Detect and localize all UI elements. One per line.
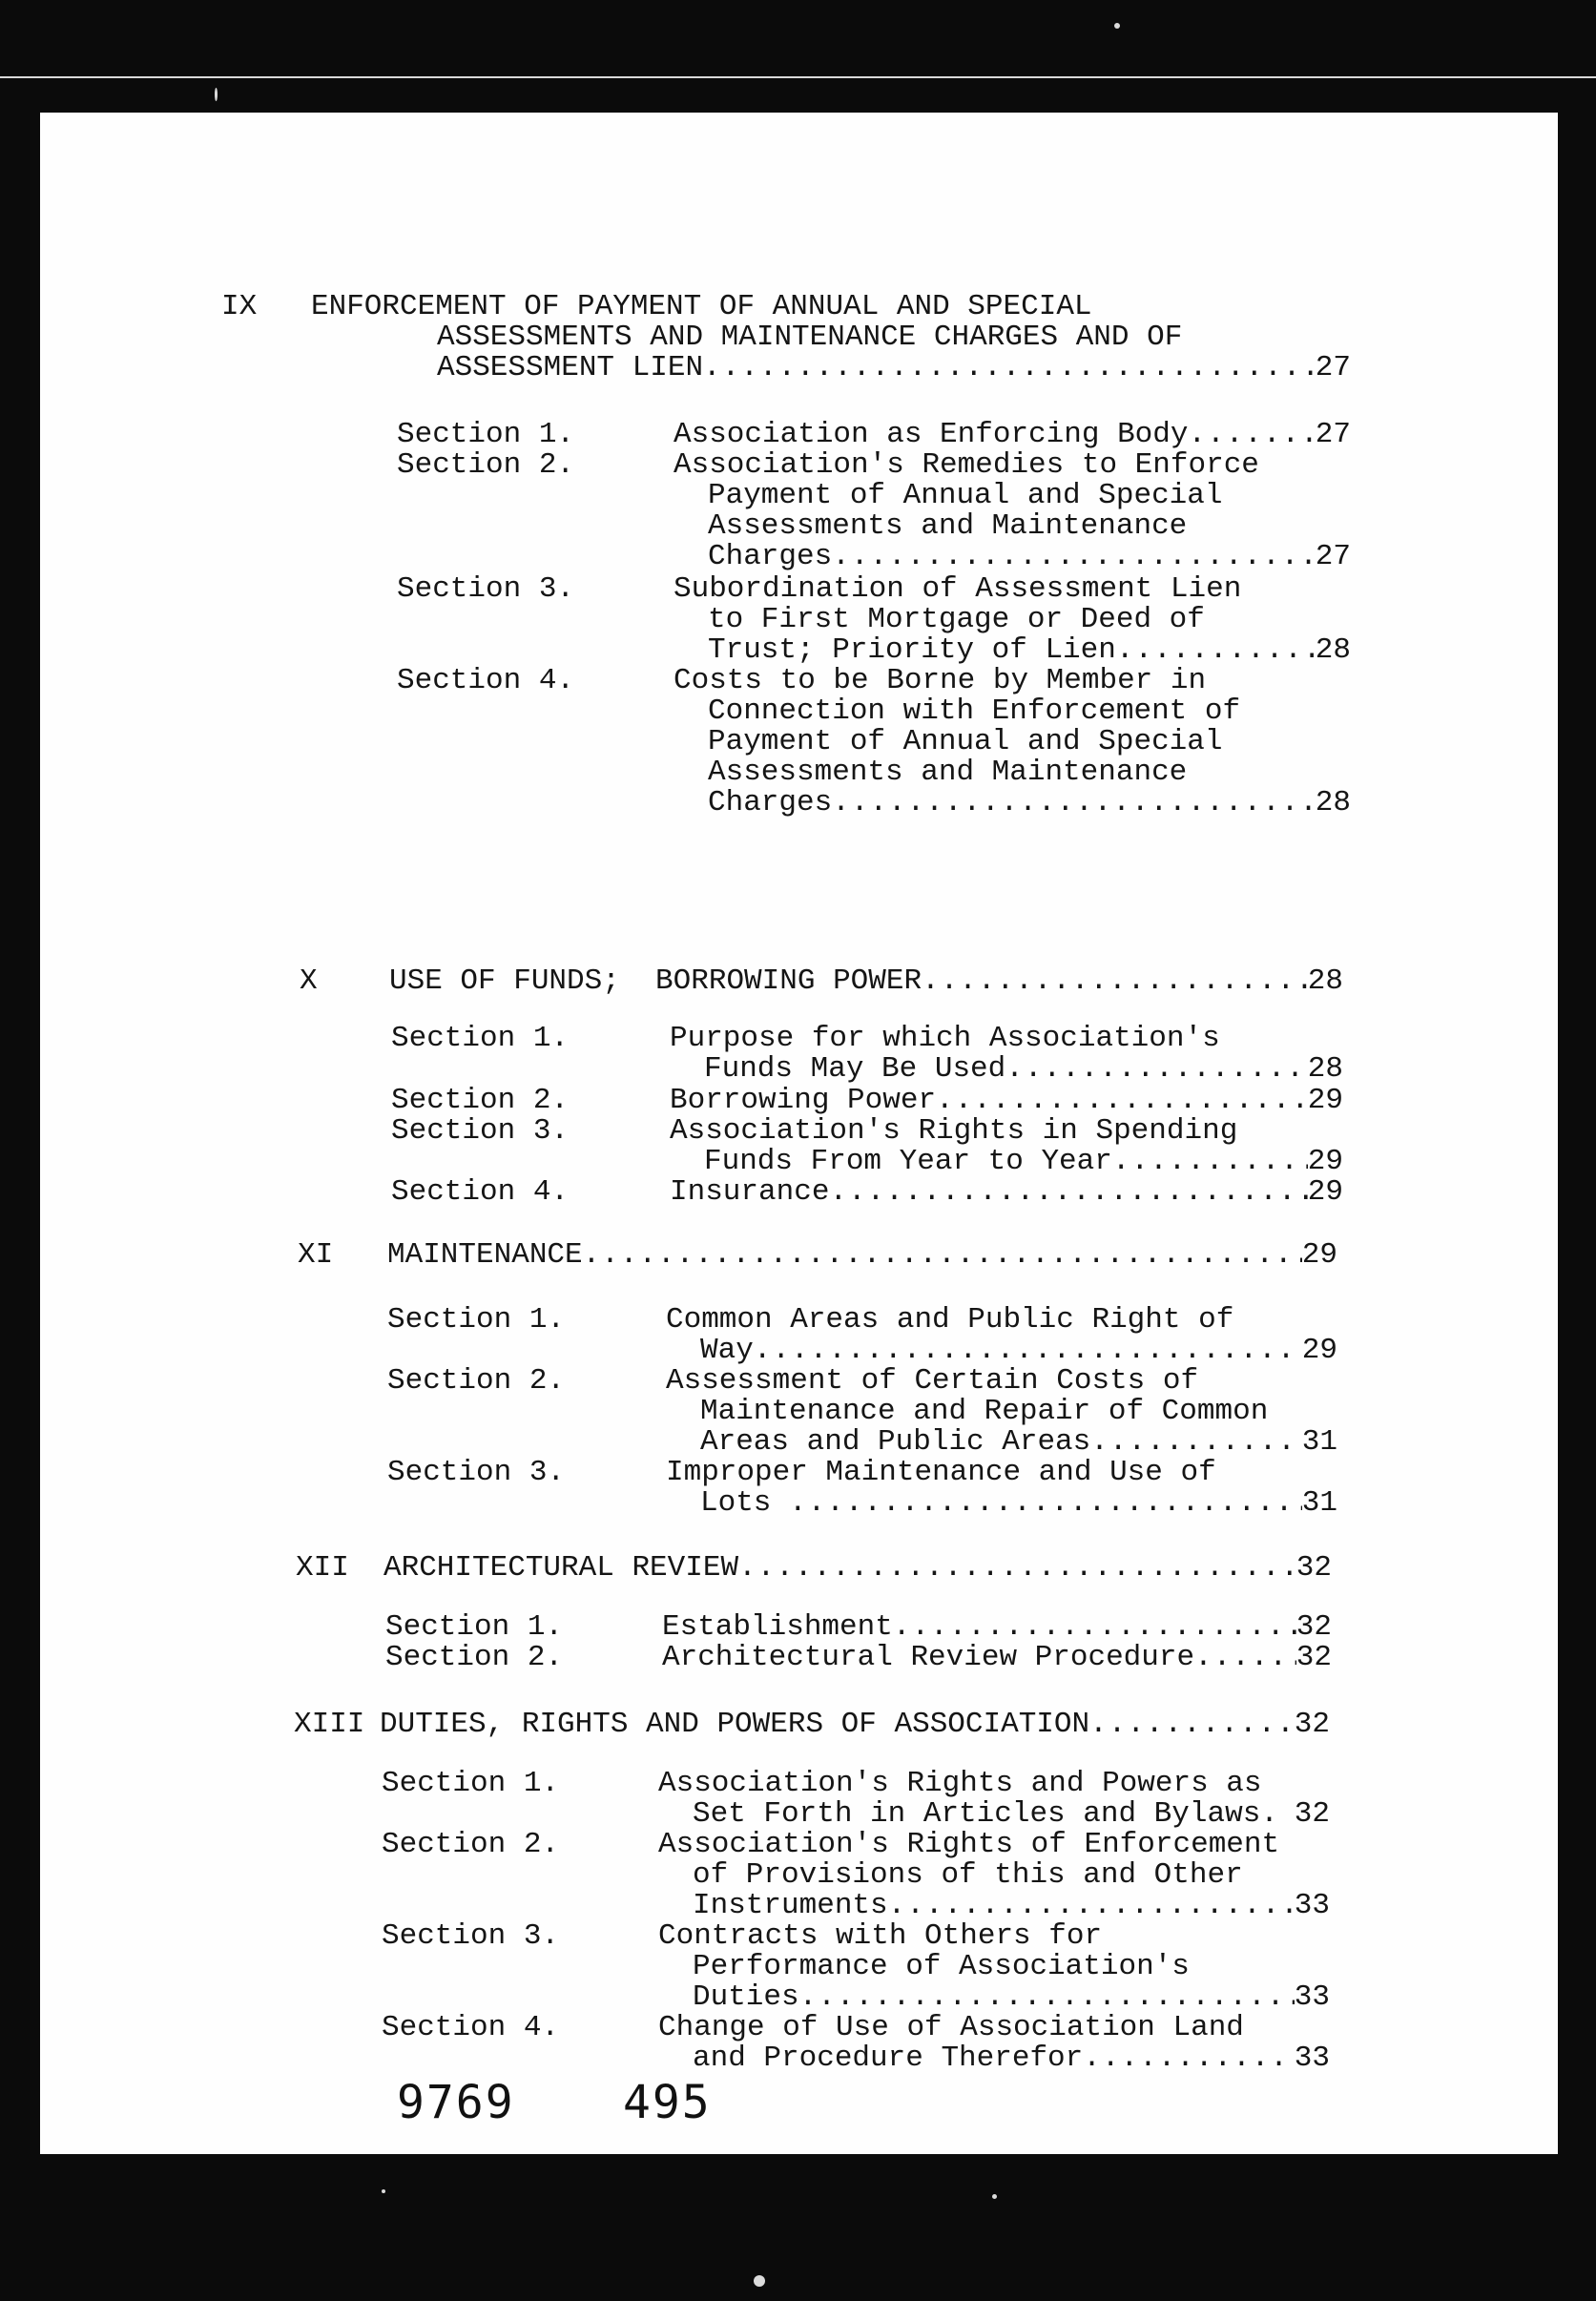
section-label: Section 1. (387, 1303, 566, 1337)
footer-number-right: 495 (623, 2076, 712, 2129)
dot-leader (789, 1488, 1302, 1519)
section-title-leader (670, 1054, 1343, 1085)
section-title (658, 1921, 1330, 2013)
section-title-line: Contracts with Others for (658, 1919, 1103, 1953)
section-title (674, 420, 1351, 450)
table-of-contents (40, 113, 1558, 2154)
section-label: Section 2. (385, 1641, 564, 1674)
section-title-leader (658, 2043, 1330, 2074)
page-number: 31 (1301, 1486, 1337, 1520)
entry-text: Funds May Be Used (704, 1052, 1006, 1086)
dot-leader (703, 353, 1316, 384)
entry-text: Architectural Review Procedure (662, 1641, 1195, 1674)
section-title-line: Payment of Annual and Special (708, 725, 1223, 758)
section-title-line: to First Mortgage or Deed of (708, 603, 1205, 636)
section-title-leader (674, 788, 1351, 819)
entry-text: and Procedure Therefor (693, 2042, 1084, 2075)
page-number: 33 (1294, 1980, 1330, 2014)
section-title-leader (674, 542, 1351, 572)
entry-text: MAINTENANCE (387, 1238, 583, 1272)
article-title (380, 1710, 1330, 1740)
page-number: 28 (1315, 633, 1351, 667)
entry-text: Set Forth in Articles and Bylaws. (693, 1797, 1278, 1831)
section-title (658, 1769, 1330, 1830)
section-title (670, 1177, 1343, 1208)
entry-text: ARCHITECTURAL REVIEW (383, 1551, 739, 1585)
dot-leader (738, 1553, 1296, 1584)
page-number: 33 (1294, 1889, 1330, 1922)
entry-text: USE OF FUNDS; BORROWING POWER (389, 964, 922, 998)
page-number: 29 (1307, 1145, 1343, 1178)
article-title-line: ENFORCEMENT OF PAYMENT OF ANNUAL AND SPECIAL (311, 290, 1092, 323)
section-title-leader (662, 1612, 1332, 1643)
dot-leader (1194, 1643, 1296, 1673)
entry-text: Association as Enforcing Body (674, 418, 1189, 451)
section-title-leader (658, 1982, 1330, 2013)
dot-leader (1005, 1054, 1308, 1085)
article-title-leader (380, 1710, 1330, 1740)
document-page (40, 113, 1558, 2154)
section-label: Section 2. (391, 1084, 570, 1117)
entry-text: Establishment (662, 1610, 893, 1644)
entry-text: Lots (700, 1486, 790, 1520)
section-label: Section 1. (385, 1610, 564, 1644)
dot-leader (888, 1891, 1295, 1921)
dot-leader (799, 1982, 1295, 2013)
article-title-leader (389, 966, 1343, 997)
page-number: 29 (1301, 1238, 1337, 1272)
section-title-line: Common Areas and Public Right of (666, 1303, 1234, 1337)
section-title-leader (666, 1488, 1337, 1519)
article-title-leader (311, 353, 1351, 384)
section-title (670, 1116, 1343, 1177)
section-title-line: Subordination of Assessment Lien (674, 572, 1242, 606)
scan-speck (754, 2275, 765, 2287)
section-title-line: Payment of Annual and Special (708, 479, 1223, 512)
page-number: 29 (1307, 1084, 1343, 1117)
section-title (674, 450, 1351, 572)
section-label: Section 2. (397, 448, 575, 482)
article-title (389, 966, 1343, 997)
entry-text: Way (700, 1334, 754, 1367)
section-title-line: Costs to be Borne by Member in (674, 664, 1207, 697)
page-number: 32 (1295, 1610, 1332, 1644)
section-label: Section 3. (382, 1919, 560, 1953)
section-title (674, 666, 1351, 819)
section-title (662, 1612, 1332, 1643)
dot-leader (1089, 1710, 1295, 1740)
entry-text: Instruments (693, 1889, 888, 1922)
page-number: 28 (1307, 1052, 1343, 1086)
section-title-line: Performance of Association's (693, 1950, 1190, 1983)
section-title-leader (670, 1177, 1343, 1208)
section-title (674, 574, 1351, 666)
section-title-line: Maintenance and Repair of Common (700, 1395, 1269, 1428)
section-title-leader (670, 1147, 1343, 1177)
section-title-line: Association's Rights of Enforcement (658, 1828, 1280, 1861)
section-title-leader (674, 635, 1351, 666)
section-title-line: Association's Rights and Powers as (658, 1767, 1262, 1800)
page-number: 32 (1294, 1797, 1330, 1831)
section-title (658, 2013, 1330, 2074)
scan-speck (1114, 23, 1120, 29)
section-title (658, 1830, 1330, 1921)
dot-leader (936, 1086, 1308, 1116)
article-title (311, 292, 1351, 384)
section-title (666, 1458, 1337, 1519)
dot-leader (832, 542, 1316, 572)
section-label: Section 1. (391, 1022, 570, 1055)
dot-leader (922, 966, 1308, 997)
section-label: Section 1. (382, 1767, 560, 1800)
page-number: 32 (1295, 1641, 1332, 1674)
article-title (383, 1553, 1332, 1584)
dot-leader (1189, 420, 1316, 450)
article-number: X (300, 964, 318, 998)
page-number: 27 (1315, 418, 1351, 451)
article-number: IX (221, 290, 258, 323)
page-number: 29 (1301, 1334, 1337, 1367)
entry-text: Duties (693, 1980, 799, 2014)
entry-text: Borrowing Power (670, 1084, 937, 1117)
section-label: Section 1. (397, 418, 575, 451)
section-title-line: Connection with Enforcement of (708, 694, 1241, 728)
scan-speck (992, 2194, 997, 2199)
dot-leader (754, 1336, 1302, 1366)
page-number: 28 (1315, 786, 1351, 819)
section-title-line: Improper Maintenance and Use of (666, 1456, 1216, 1489)
entry-text: Insurance (670, 1175, 830, 1209)
dot-leader (1116, 635, 1316, 666)
article-title-leader (383, 1553, 1332, 1584)
article-title-leader (387, 1240, 1337, 1271)
section-label: Section 4. (397, 664, 575, 697)
dot-leader (832, 788, 1316, 819)
entry-text: Funds From Year to Year (704, 1145, 1112, 1178)
page-number: 29 (1307, 1175, 1343, 1209)
page-number: 27 (1315, 540, 1351, 573)
section-title-line: Assessments and Maintenance (708, 509, 1188, 543)
entry-text: Charges (708, 786, 833, 819)
section-title-leader (658, 1891, 1330, 1921)
section-label: Section 3. (397, 572, 575, 606)
section-title-line: of Provisions of this and Other (693, 1858, 1243, 1892)
dot-leader (1083, 2043, 1295, 2074)
dot-leader (829, 1177, 1307, 1208)
section-label: Section 2. (382, 1828, 560, 1861)
footer-number-left: 9769 (397, 2076, 515, 2129)
section-title-line: Purpose for which Association's (670, 1022, 1220, 1055)
section-label: Section 3. (391, 1114, 570, 1148)
section-title-line: Assessments and Maintenance (708, 756, 1188, 789)
entry-text: Charges (708, 540, 833, 573)
article-title-line: ASSESSMENTS AND MAINTENANCE CHARGES AND OF (437, 321, 1183, 354)
section-label: Section 4. (391, 1175, 570, 1209)
section-title (666, 1305, 1337, 1366)
page-number: 33 (1294, 2042, 1330, 2075)
section-label: Section 2. (387, 1364, 566, 1398)
scan-edge-line (0, 76, 1596, 78)
dot-leader (583, 1240, 1302, 1271)
section-title-line: Assessment of Certain Costs of (666, 1364, 1199, 1398)
section-title-line: Association's Remedies to Enforce (674, 448, 1259, 482)
section-title-leader (658, 1799, 1330, 1830)
section-title-leader (662, 1643, 1332, 1673)
entry-text: Areas and Public Areas (700, 1425, 1091, 1459)
section-title-leader (670, 1086, 1343, 1116)
dot-leader (1112, 1147, 1308, 1177)
entry-text: ASSESSMENT LIEN (437, 351, 704, 384)
section-title (666, 1366, 1337, 1458)
article-title (387, 1240, 1337, 1271)
section-title-leader (674, 420, 1351, 450)
section-title-leader (666, 1336, 1337, 1366)
section-title (670, 1086, 1343, 1116)
section-title-line: Association's Rights in Spending (670, 1114, 1238, 1148)
dot-leader (893, 1612, 1296, 1643)
article-number: XIII (294, 1708, 365, 1741)
dot-leader (1090, 1427, 1302, 1458)
page-number: 28 (1307, 964, 1343, 998)
page-number: 27 (1315, 351, 1351, 384)
section-title (670, 1024, 1343, 1085)
scan-speck (382, 2189, 385, 2193)
page-number: 31 (1301, 1425, 1337, 1459)
entry-text: DUTIES, RIGHTS AND POWERS OF ASSOCIATION (380, 1708, 1090, 1741)
section-label: Section 4. (382, 2011, 560, 2044)
entry-text: Trust; Priority of Lien (708, 633, 1116, 667)
section-title-line: Change of Use of Association Land (658, 2011, 1244, 2044)
section-title (662, 1643, 1332, 1673)
section-title-leader (666, 1427, 1337, 1458)
page-number: 32 (1294, 1708, 1330, 1741)
section-label: Section 3. (387, 1456, 566, 1489)
article-number: XI (298, 1238, 334, 1272)
scan-speck (215, 88, 218, 101)
page-number: 32 (1295, 1551, 1332, 1585)
article-number: XII (296, 1551, 349, 1585)
